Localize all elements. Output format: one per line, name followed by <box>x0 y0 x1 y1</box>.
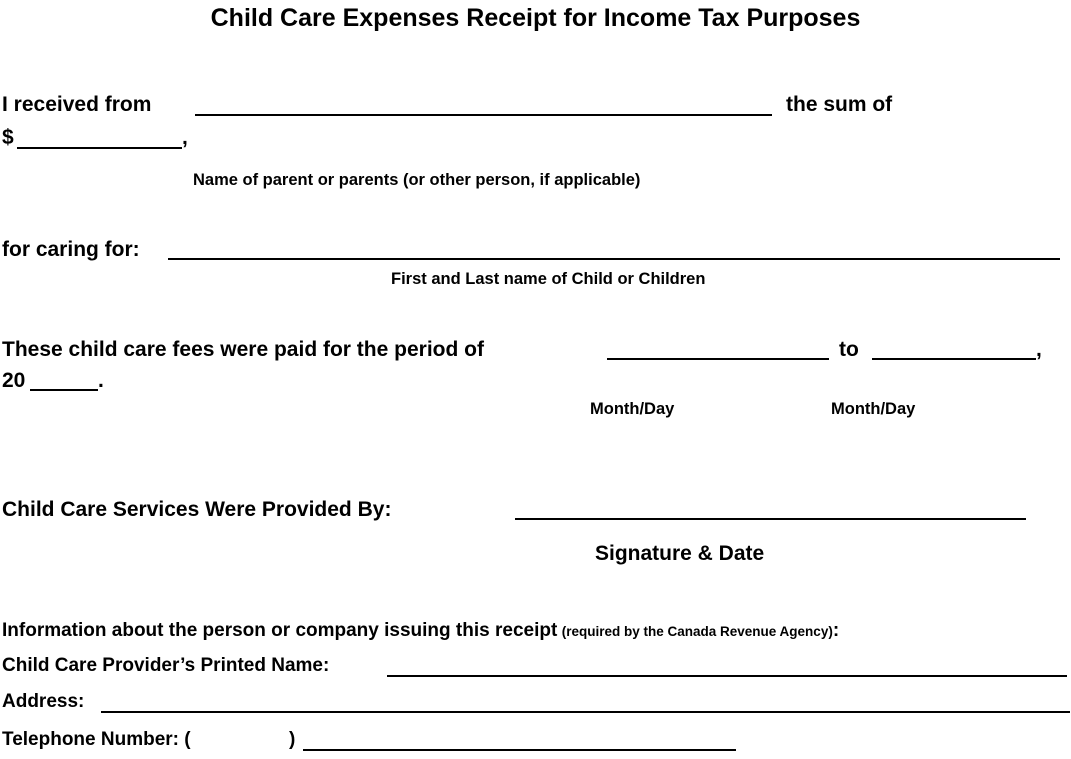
caring-for-label: for caring for: <box>2 238 140 261</box>
period-label: These child care fees were paid for the period of <box>2 338 484 361</box>
telephone-line[interactable] <box>303 749 736 751</box>
amount-line[interactable] <box>17 147 182 149</box>
signature-line[interactable] <box>515 518 1026 520</box>
period-comma: , <box>1036 338 1042 361</box>
info-colon: : <box>832 620 840 641</box>
period-end: . <box>98 369 104 392</box>
telephone-close-paren: ) <box>289 729 296 750</box>
parent-name-line[interactable] <box>195 114 772 116</box>
child-name-caption: First and Last name of Child or Children <box>391 270 706 288</box>
info-note: (required by the Canada Revenue Agency) <box>561 624 833 639</box>
year-line[interactable] <box>30 389 98 391</box>
provider-name-line[interactable] <box>387 675 1067 677</box>
address-line[interactable] <box>101 711 1070 713</box>
signature-caption: Signature & Date <box>595 542 765 565</box>
telephone-label: Telephone Number: ( <box>2 729 191 750</box>
period-from-caption: Month/Day <box>590 400 675 418</box>
address-label: Address: <box>2 691 85 712</box>
period-to-label: to <box>839 338 859 361</box>
received-from-label: I received from <box>2 93 152 116</box>
info-line <box>2 620 839 642</box>
dollar-sign: $ <box>2 126 14 149</box>
child-name-line[interactable] <box>168 258 1060 260</box>
period-to-line[interactable] <box>872 358 1036 360</box>
provided-by-label: Child Care Services Were Provided By: <box>2 498 392 521</box>
period-from-line[interactable] <box>607 358 829 360</box>
provider-name-label: Child Care Provider’s Printed Name: <box>2 655 330 676</box>
year-prefix: 20 <box>2 369 26 392</box>
document-title: Child Care Expenses Receipt for Income Tax Purposes <box>210 4 861 32</box>
amount-comma: , <box>182 126 188 149</box>
info-label: Information about the person or company issuing this receipt <box>2 620 558 641</box>
period-to-caption: Month/Day <box>831 400 916 418</box>
parent-name-caption: Name of parent or parents (or other person, if applicable) <box>193 171 641 189</box>
sum-of-label: the sum of <box>786 93 893 116</box>
